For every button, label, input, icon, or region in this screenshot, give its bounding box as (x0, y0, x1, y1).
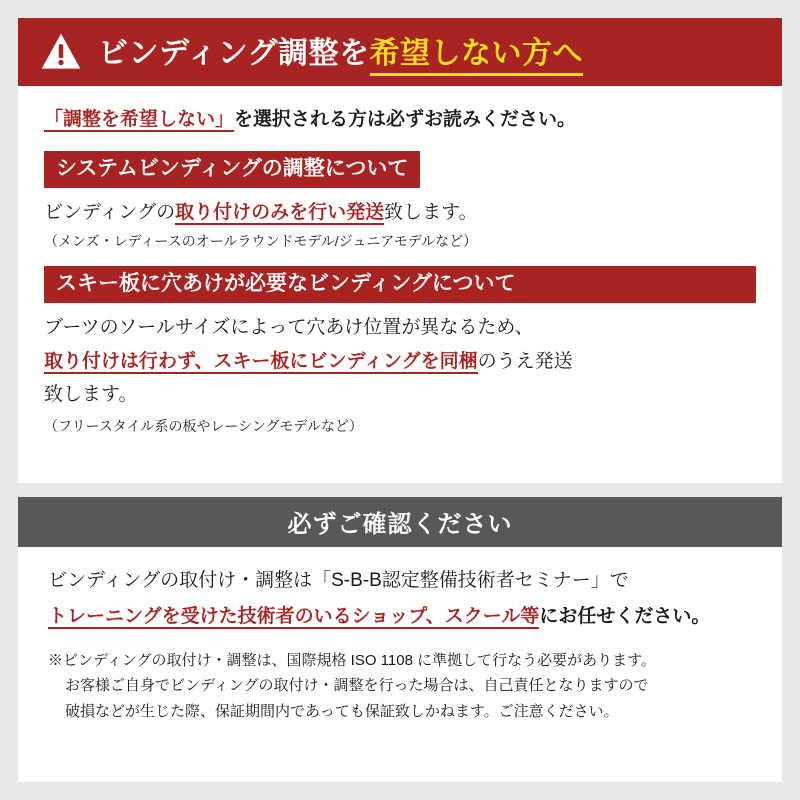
panel1-banner-title-plain: ビンディング調整を (98, 37, 370, 70)
section-2-line2-underline: 取り付けは行わず、スキー板にビンディングを同梱 (44, 350, 478, 372)
section-2-heading: スキー板に穴あけが必要なビンディングについて (44, 266, 756, 303)
fine-print-line-3: 破損などが生じた際、保証期間内であっても保証致しかねます。ご注意ください。 (65, 702, 619, 720)
section-1-paragraph (44, 198, 756, 227)
panel1-body (18, 86, 782, 469)
panel1-banner-title (98, 28, 583, 76)
panel2-banner (18, 497, 782, 547)
panel2-line2-post: にお任せください。 (539, 606, 711, 628)
section-1-note: （メンズ・レディースのオールラウンドモデル/ジュニアモデルなど） (44, 233, 478, 250)
panel2-line1: ビンディングの取付け・調整は「S-B-B認定整備技術者セミナー」で (48, 569, 629, 591)
panel1-banner-title-highlight: 希望しない方へ (370, 28, 584, 76)
warning-triangle-icon (40, 31, 82, 73)
section-1-paragraph-post: 致します。 (384, 201, 478, 223)
section-2-line3: 致します。 (44, 384, 138, 406)
section-2-line2-post: のうえ発送 (477, 350, 573, 372)
panel2-body (18, 547, 782, 743)
section-2-note: （フリースタイル系の板やレーシングモデルなど） (44, 417, 363, 434)
confirmation-panel (18, 497, 782, 782)
panel2-fine-print (48, 648, 752, 725)
section-2-line1: ブーツのソールサイズによって穴あけ位置が異なるため、 (44, 317, 534, 339)
section-1-paragraph-pre: ビンディングの (44, 201, 176, 223)
section-1-heading: システムビンディングの調整について (44, 151, 420, 188)
fine-print-line-2: お客様ご自身でビンディングの取付け・調整を行った場合は、自己責任となりますので (65, 677, 649, 695)
section-system-binding (44, 151, 756, 253)
fine-print-line-1: ※ビンディングの取付け・調整は、国際規格 ISO 1108 に準拠して行なう必要があります。 (48, 651, 656, 669)
panel1-banner (18, 18, 782, 86)
section-1-paragraph-underline: 取り付けのみを行い発送 (175, 201, 385, 223)
panel2-banner-title: 必ずご確認ください (287, 511, 513, 539)
section-2-line2 (44, 347, 756, 376)
panel2-line2 (48, 603, 752, 632)
lead-rest: を選択される方は必ずお読みください。 (234, 109, 577, 130)
panel2-line2-underline: トレーニングを受けた技術者のいるショップ、スクール等 (48, 606, 540, 628)
binding-adjustment-panel (18, 18, 782, 483)
section-drilling-required (44, 266, 756, 437)
lead-text (44, 106, 756, 135)
lead-underlined: 「調整を希望しない」 (44, 109, 235, 130)
